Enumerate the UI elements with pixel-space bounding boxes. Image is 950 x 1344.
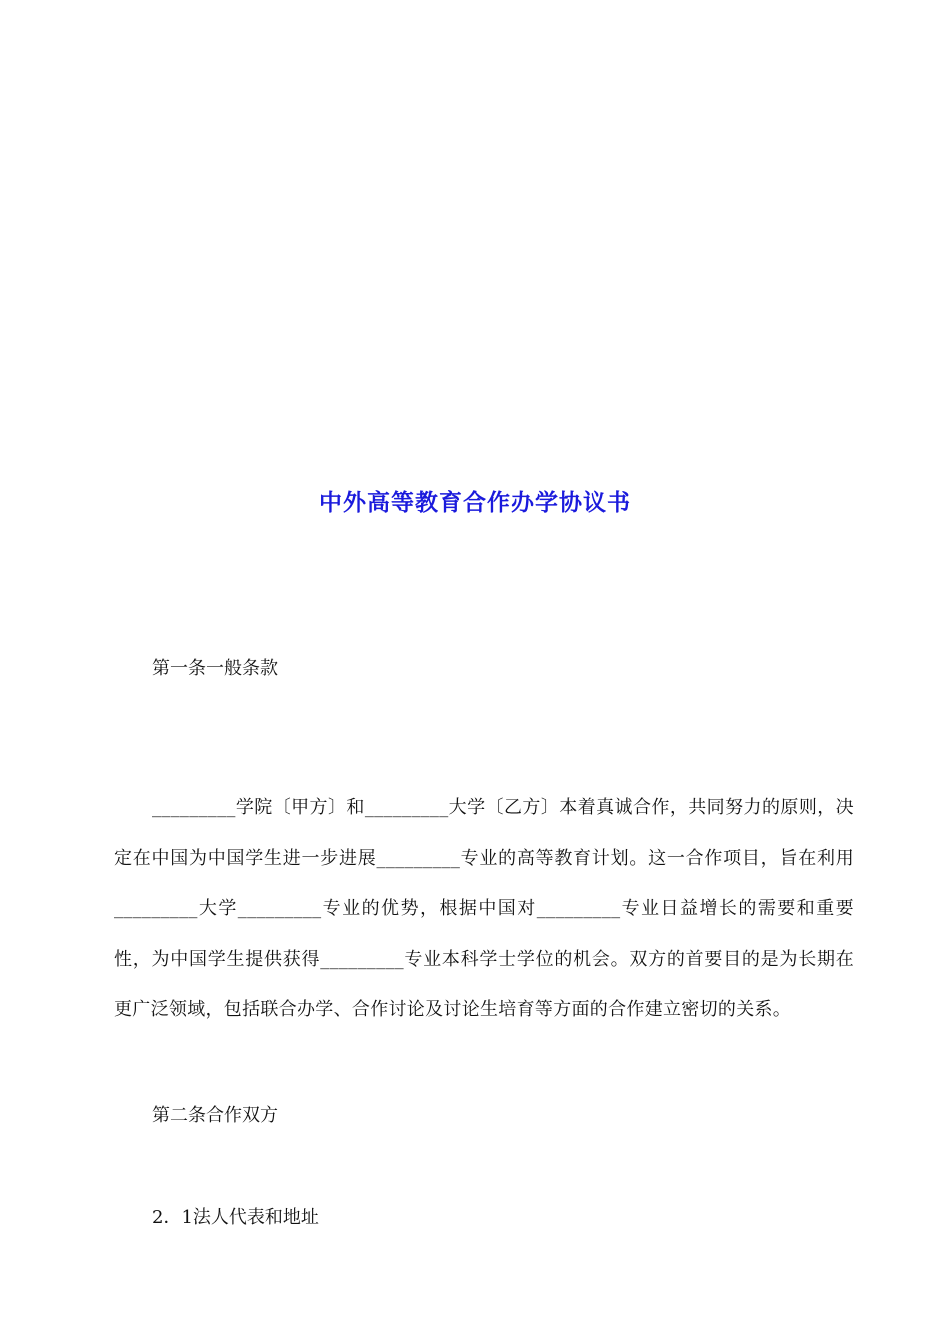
section-1-paragraph: _________学院〔甲方〕和_________大学〔乙方〕本着真诚合作，共同努力的原则，决定在中国为中国学生进一步进展_________专业的高等教育计划。这一合作项目，旨在利用_________大学_________专业的优势，根据中国对_________专业日益增长的需要和重要性，为中国学生提供获得_________专业本科学士学位的机会。双方的首要目的是为长期在更广泛领域，包括联合办学、合作讨论及讨论生培育等方面的合作建立密切的关系。	[114, 797, 854, 1021]
section-2-heading: 第二条合作双方	[152, 1105, 278, 1126]
section-1-heading: 第一条一般条款	[152, 658, 278, 679]
subsection-2-1-heading: 2．1法人代表和地址	[152, 1207, 319, 1228]
document-title: 中外高等教育合作办学协议书	[319, 490, 631, 516]
